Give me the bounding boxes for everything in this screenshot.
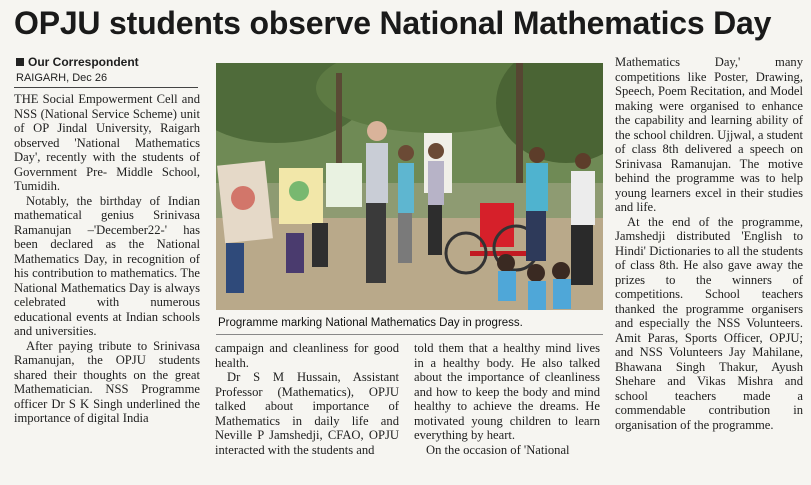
paragraph: After paying tribute to Srinivasa Ramanujan, the OPJU students shared their thoughts on the great Mathematician. NSS Programme officer Dr S K Singh underlined the importance of digital India (14, 338, 200, 425)
photo-caption: Programme marking National Mathematics Day in progress. (216, 312, 603, 335)
paragraph: At the end of the programme, Jamshedji distributed 'English to Hindi' Dictionaries to all the students of class 8th. He also gave away the prizes to the winners of competitions. School teachers thanked the programme organisers and especially the NSS Volunteers. Amit Paras, Sports Officer, OPJU; and NSS Volunteers Jay Mahilane, Bhawana Singh Thakur, Ayush Shehare and Vikas Mishra and school teachers made a commendable contribution in organisation of the programme. (615, 214, 803, 432)
paragraph: Dr S M Hussain, Assistant Professor (Mathematics), OPJU talked about importance of Mathematics in daily life and Neville P Jamshedji, CFAO, OPJU interacted with the students and (215, 370, 399, 457)
paragraph: Mathematics Day,' many competitions like Poster, Drawing, Speech, Poem Recitation, and Model making were organised to enhance the capability and learning ability of the school children. Ujjwal, a student of class 8th delivered a speech on Srinivasa Ramanujan. The motive behind the programme was to help young learners excel in their studies and life. (615, 55, 803, 214)
paragraph: Notably, the birthday of Indian mathematical genius Srinivasa Ramanujan –'December22-' has been declared as the National Mathematics Day, in recognition of his contribution to mathematics. The National Mathematics Day is always celebrated with numerous educational events at Indian schools and universities. (14, 193, 200, 338)
headline: OPJU students observe National Mathematics Day (14, 5, 772, 41)
dateline: RAIGARH, Dec 26 (16, 72, 108, 84)
byline-text: Our Correspondent (28, 55, 139, 69)
paragraph: On the occasion of 'National (426, 442, 570, 457)
article-column-4 (615, 55, 803, 432)
paragraph: THE Social Empowerment Cell and NSS (National Service Scheme) unit of OP Jindal University, Raigarh observed 'National Mathematics Day', recently with the students of Government Pre- Middle School, Tumidih. (14, 92, 200, 193)
article-column-2 (215, 341, 399, 457)
article-column-1 (14, 92, 200, 426)
paragraph: campaign and cleanliness for good health. (215, 341, 399, 370)
article-column-3 (414, 341, 600, 457)
paragraph: told them that a healthy mind lives in a healthy body. He also talked about the importance of cleanliness and how to keep the body and mind healthy to achieve the dreams. He motivated young children to learn everything by heart. (414, 341, 600, 442)
byline (16, 55, 139, 69)
byline-rule (14, 87, 198, 88)
article-photo (216, 63, 603, 310)
bullet-square-icon (16, 58, 24, 66)
